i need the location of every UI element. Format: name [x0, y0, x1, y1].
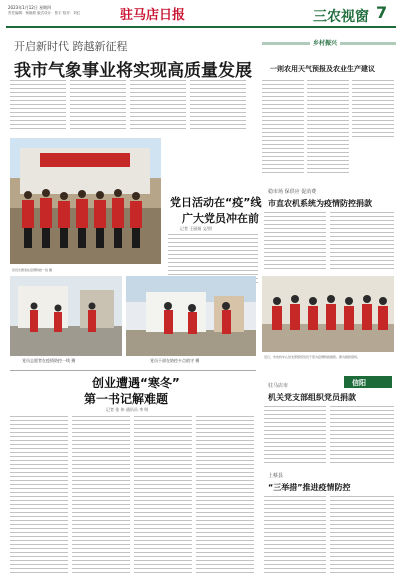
market-body-col1: [264, 212, 326, 272]
lead-title: 我市气象事业将实现高质量发展: [14, 61, 252, 81]
winter-col4: [196, 416, 254, 576]
winter-col3: [134, 416, 192, 576]
party-byline: 记者 王丽娟 文/图: [180, 226, 212, 231]
winter-byline: 记者 张 伟 通讯员 李 明: [106, 407, 149, 412]
winter-title-line2: 第一书记解难题: [84, 392, 169, 406]
lead-body-col1: [10, 80, 66, 130]
small-tag-label: 信阳: [352, 379, 366, 387]
market-kicker: 稳市场 保供应 促消费: [268, 189, 317, 195]
lead-body-col2: [70, 80, 126, 130]
donation-kicker: 驻马店市: [268, 383, 289, 389]
winter-title-line1: 创业遭遇“寒冬”: [92, 376, 180, 390]
caption-left: 党员志愿者在疫情防控一线 摄: [22, 358, 76, 363]
masthead-logo: 驻马店日报: [120, 8, 186, 23]
masthead-rule: [6, 26, 396, 28]
lead-kicker: 开启新时代 跨越新征程: [14, 40, 128, 53]
right-tag: [262, 38, 396, 50]
three-title: “三举措”推进疫情防控: [268, 483, 351, 492]
section-title: 三农视窗: [313, 9, 369, 25]
winter-col1: [10, 416, 68, 576]
winter-rule-top: [10, 370, 256, 371]
donation-title: 机关党支部组织党员捐款: [268, 393, 356, 402]
right-top-title: 一则农用天气预报及农业生产建议: [270, 65, 375, 73]
right-top-col3: [352, 80, 394, 140]
photo-mid: [126, 276, 256, 356]
photo-caption-top: 党员志愿者在疫情防控一线 摄: [12, 268, 52, 272]
market-title: 市直农机系统为疫情防控捐款: [268, 199, 372, 208]
three-kicker: 上蔡县: [268, 473, 284, 479]
winter-col2: [72, 416, 130, 576]
photo-right: [262, 276, 394, 352]
market-body-col2: [330, 212, 394, 272]
photo-left: [10, 276, 122, 356]
donation-col2: [330, 406, 394, 466]
donation-col1: [264, 406, 326, 466]
party-title-line1: 党日活动在“疫”线: [170, 196, 262, 209]
tag-label: 乡村振兴: [310, 38, 340, 47]
lead-body-col4: [190, 80, 246, 130]
page-number: 7: [376, 3, 388, 22]
party-title-line2: 广大党员冲在前: [182, 212, 259, 225]
date-line: 2023年1月12日 星期四: [8, 5, 52, 10]
caption-mid: 党员干部在防控卡点值守 摄: [150, 358, 200, 363]
right-top-col2: [307, 80, 349, 176]
lead-photo: [10, 138, 161, 264]
editor-line: 责任编辑：杨晓莉 版式设计：张宇 校对：刘红: [8, 11, 81, 15]
three-col1: [264, 496, 326, 576]
caption-right: 近日，市农机中心党支部组织党员干部为疫情防控捐款。图为捐款现场。: [264, 355, 361, 359]
masthead: [0, 0, 402, 26]
lead-body-col3: [130, 80, 186, 130]
right-top-col1: [262, 80, 304, 176]
three-col2: [330, 496, 394, 576]
